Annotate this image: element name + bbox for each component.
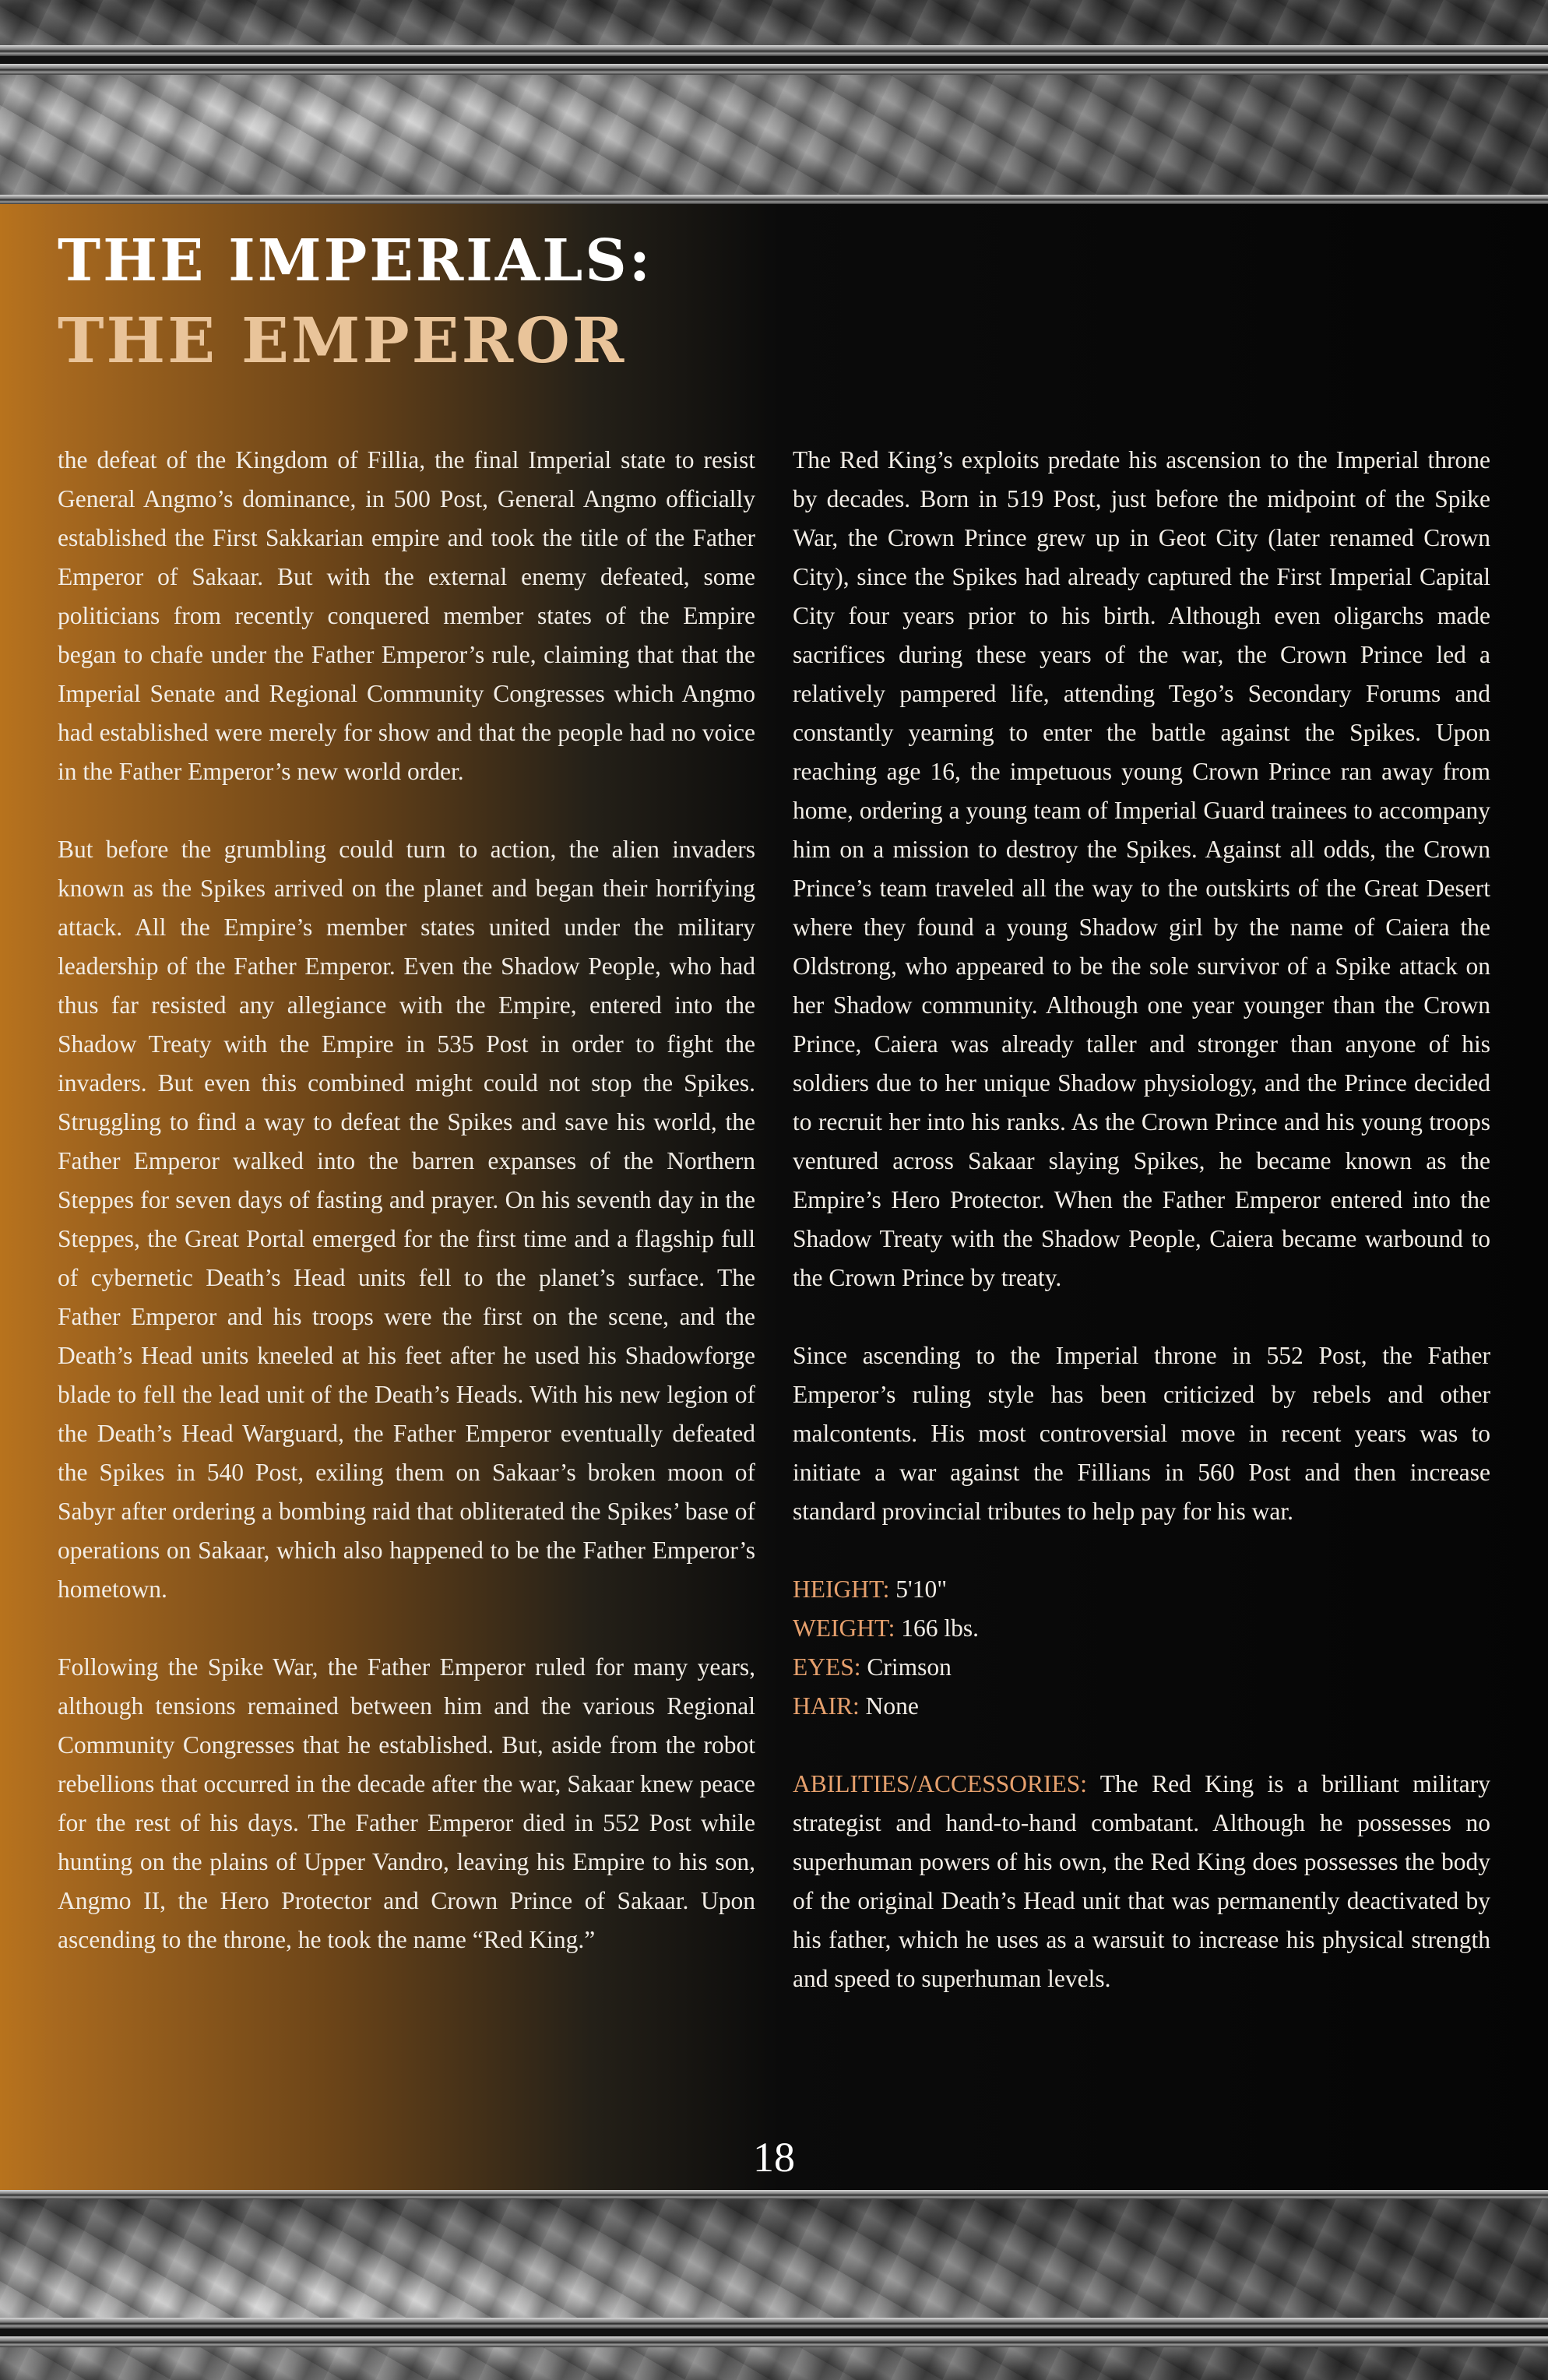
top-rail-gap <box>0 56 1548 64</box>
left-paragraph-3: Following the Spike War, the Father Emperor ruled for many years, although tensions remained between him and the various Regional Community Congresses that he established. But, aside from the robot rebellions that occurred in the decade after the war, Sakaar knew peace for the rest of his days. The Father Emperor died in 552 Post while hunting on the plains of Upper Vandro, leaving his Empire to his son, Angmo II, the Hero Protector and Crown Prince of Sakaar. Upon ascending to the throne, he took the name “Red King.” <box>58 1653 755 1953</box>
abilities-paragraph <box>793 1765 1490 1998</box>
stat-weight-label: WEIGHT: <box>793 1614 895 1642</box>
top-rail-2 <box>0 64 1548 75</box>
bottom-rail-2 <box>0 2318 1548 2329</box>
page-number: 18 <box>753 2134 795 2181</box>
left-column <box>58 441 755 1998</box>
bottom-stone-band <box>0 2190 1548 2380</box>
stat-eyes-value: Crimson <box>860 1653 952 1681</box>
right-column <box>793 441 1490 2037</box>
abilities-text: The Red King is a brilliant military strategist and hand-to-hand combatant. Although he possesses no superhuman powers of his own, the Red King does possesses the body of the original Death’s Head unit that was permanently deactivated by his father, which he uses as a warsuit to increase his physical strength and speed to superhuman levels. <box>793 1770 1490 1992</box>
top-rail-3 <box>0 195 1548 204</box>
stat-height-value: 5'10" <box>889 1576 948 1603</box>
abilities-label: ABILITIES/ACCESSORIES: <box>793 1770 1088 1797</box>
right-paragraph-2: Since ascending to the Imperial throne in 552 Post, the Father Emperor’s ruling style has been criticized by rebels and other malcontents. His most controversial move in recent years was to initiate a war against the Fillians in 560 Post and then increase standard provincial tributes to help pay for his war. <box>793 1342 1490 1525</box>
stat-hair-value: None <box>859 1692 919 1720</box>
stat-hair-label: HAIR: <box>793 1692 860 1720</box>
page-title: THE IMPERIALS: <box>58 227 653 294</box>
stat-eyes-label: EYES: <box>793 1653 861 1681</box>
left-paragraph-2: But before the grumbling could turn to action, the alien invaders known as the Spikes arrived on the planet and began their horrifying attack. All the Empire’s member states united under the military leadership of the Father Emperor. Even the Shadow People, who had thus far resisted any allegiance with the Empire, entered into the Shadow Treaty with the Empire in 535 Post in order to fight the invaders. But even this combined might could not stop the Spikes. Struggling to find a way to defeat the Spikes and save his world, the Father Emperor walked into the barren expanses of the Northern Steppes for seven days of fasting and prayer. On his seventh day in the Steppes, the Great Portal emerged for the first time and a flagship full of cybernetic Death’s Head units fell to the planet’s surface. The Father Emperor and his troops were the first on the scene, and the Death’s Head units kneeled at his feet after he used his Shadowforge blade to fell the lead unit of the Death’s Heads. With his new legion of the Death’s Head Warguard, the Father Emperor eventually defeated the Spikes in 540 Post, exiling them on Sakaar’s broken moon of Sabyr after ordering a bombing raid that obliterated the Spikes’ base of operations on Sakaar, which also happened to be the Father Emperor’s hometown. <box>58 836 755 1603</box>
bottom-rail-3 <box>0 2336 1548 2347</box>
stat-height-label: HEIGHT: <box>793 1576 890 1603</box>
top-stone-band <box>0 0 1548 204</box>
stat-eyes <box>793 1648 1490 1687</box>
bottom-rail-gap <box>0 2329 1548 2336</box>
stat-height <box>793 1570 1490 1609</box>
page-subtitle: THE EMPEROR <box>58 304 627 377</box>
left-paragraph-1: the defeat of the Kingdom of Fillia, the final Imperial state to resist General Angmo’s dominance, in 500 Post, General Angmo officially established the First Sakkarian empire and took the title of the Father Emperor of Sakaar. But with the external enemy defeated, some politicians from recently conquered member states of the Empire began to chafe under the Father Emperor’s rule, claiming that that the Imperial Senate and Regional Community Congresses which Angmo had established were merely for show and that the people had no voice in the Father Emperor’s new world order. <box>58 446 755 785</box>
stats-block <box>793 1570 1490 1726</box>
stat-hair <box>793 1687 1490 1726</box>
top-rail-1 <box>0 45 1548 56</box>
stat-weight-value: 166 lbs. <box>895 1614 980 1642</box>
stat-weight <box>793 1609 1490 1648</box>
right-paragraph-1: The Red King’s exploits predate his ascension to the Imperial throne by decades. Born in 519 Post, just before the midpoint of the Spike War, the Crown Prince grew up in Geot City (later renamed Crown City), since the Spikes had already captured the First Imperial Capital City four years prior to his birth. Although even oligarchs made sacrifices during these years of the war, the Crown Prince led a relatively pampered life, attending Tego’s Secondary Forums and constantly yearning to enter the battle against the Spikes. Upon reaching age 16, the impetuous young Crown Prince ran away from home, ordering a young team of Imperial Guard trainees to accompany him on a mission to destroy the Spikes. Against all odds, the Crown Prince’s team traveled all the way to the outskirts of the Great Desert where they found a young Shadow girl by the name of Caiera the Oldstrong, who appeared to be the sole survivor of a Spike attack on her Shadow community. Although one year younger than the Crown Prince, Caiera was already taller and stronger than anyone of his soldiers due to her unique Shadow physiology, and the Prince decided to recruit her into his ranks. As the Crown Prince and his young troops ventured across Sakaar slaying Spikes, he became known as the Empire’s Hero Protector. When the Father Emperor entered into the Shadow Treaty with the Shadow People, Caiera became warbound to the Crown Prince by treaty. <box>793 446 1490 1291</box>
bottom-rail-1 <box>0 2190 1548 2199</box>
